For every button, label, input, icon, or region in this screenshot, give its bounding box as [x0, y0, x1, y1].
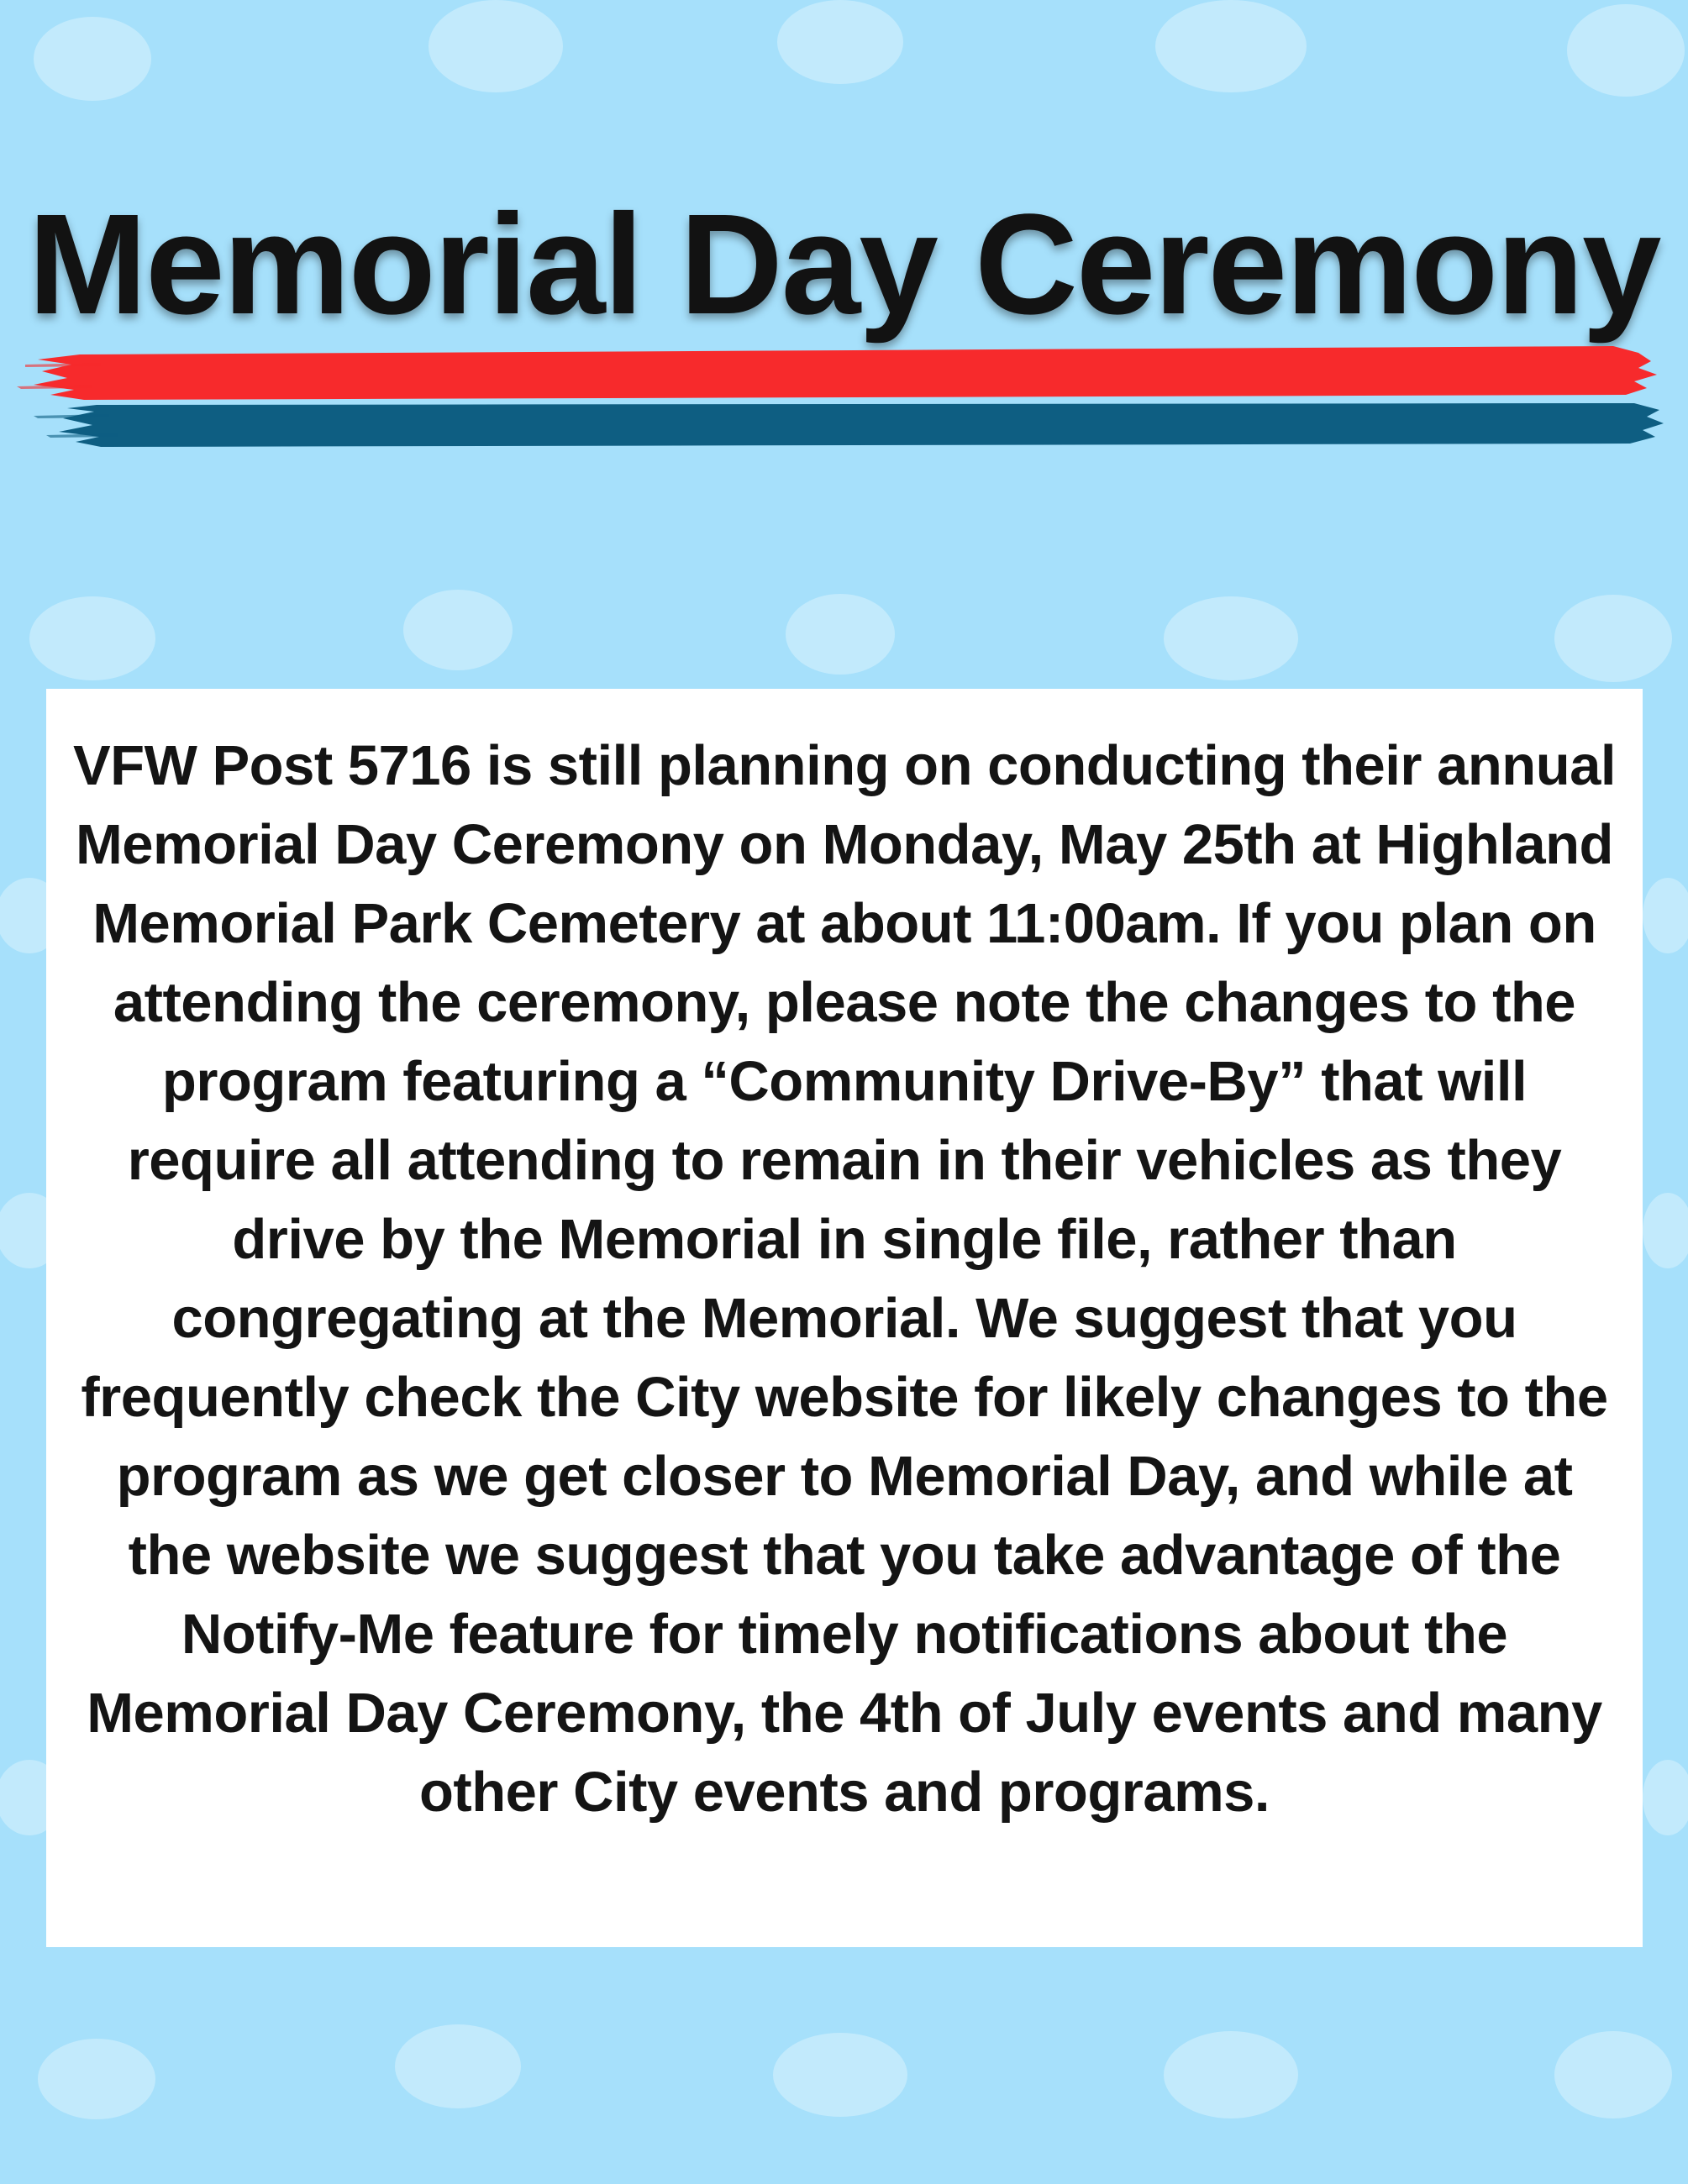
red-stripe	[34, 346, 1657, 400]
announcement-text: VFW Post 5716 is still planning on conducting their annual Memorial Day Ceremony on Monday, May 25th at Highland Memorial Park Cemetery at about 11:00am. If you plan on attending the ceremony, please note the changes to the program featuring a “Community Drive-By” that will require all attending to remain in their vehicles as they drive by the Memorial in single file, rather than congregating at the Memorial. We suggest that you frequently check the City website for likely changes to the program as we get closer to Memorial Day, and while at the website we suggest that you take advantage of the Notify-Me feature for timely notifications about the Memorial Day Ceremony, the 4th of July events and many other City events and programs.	[72, 734, 1616, 1824]
blue-stripe	[59, 403, 1664, 447]
announcement-card	[46, 689, 1643, 1947]
red-blue-brush-stripes	[0, 328, 1688, 454]
flyer-title: Memorial Day Ceremony	[28, 185, 1660, 344]
